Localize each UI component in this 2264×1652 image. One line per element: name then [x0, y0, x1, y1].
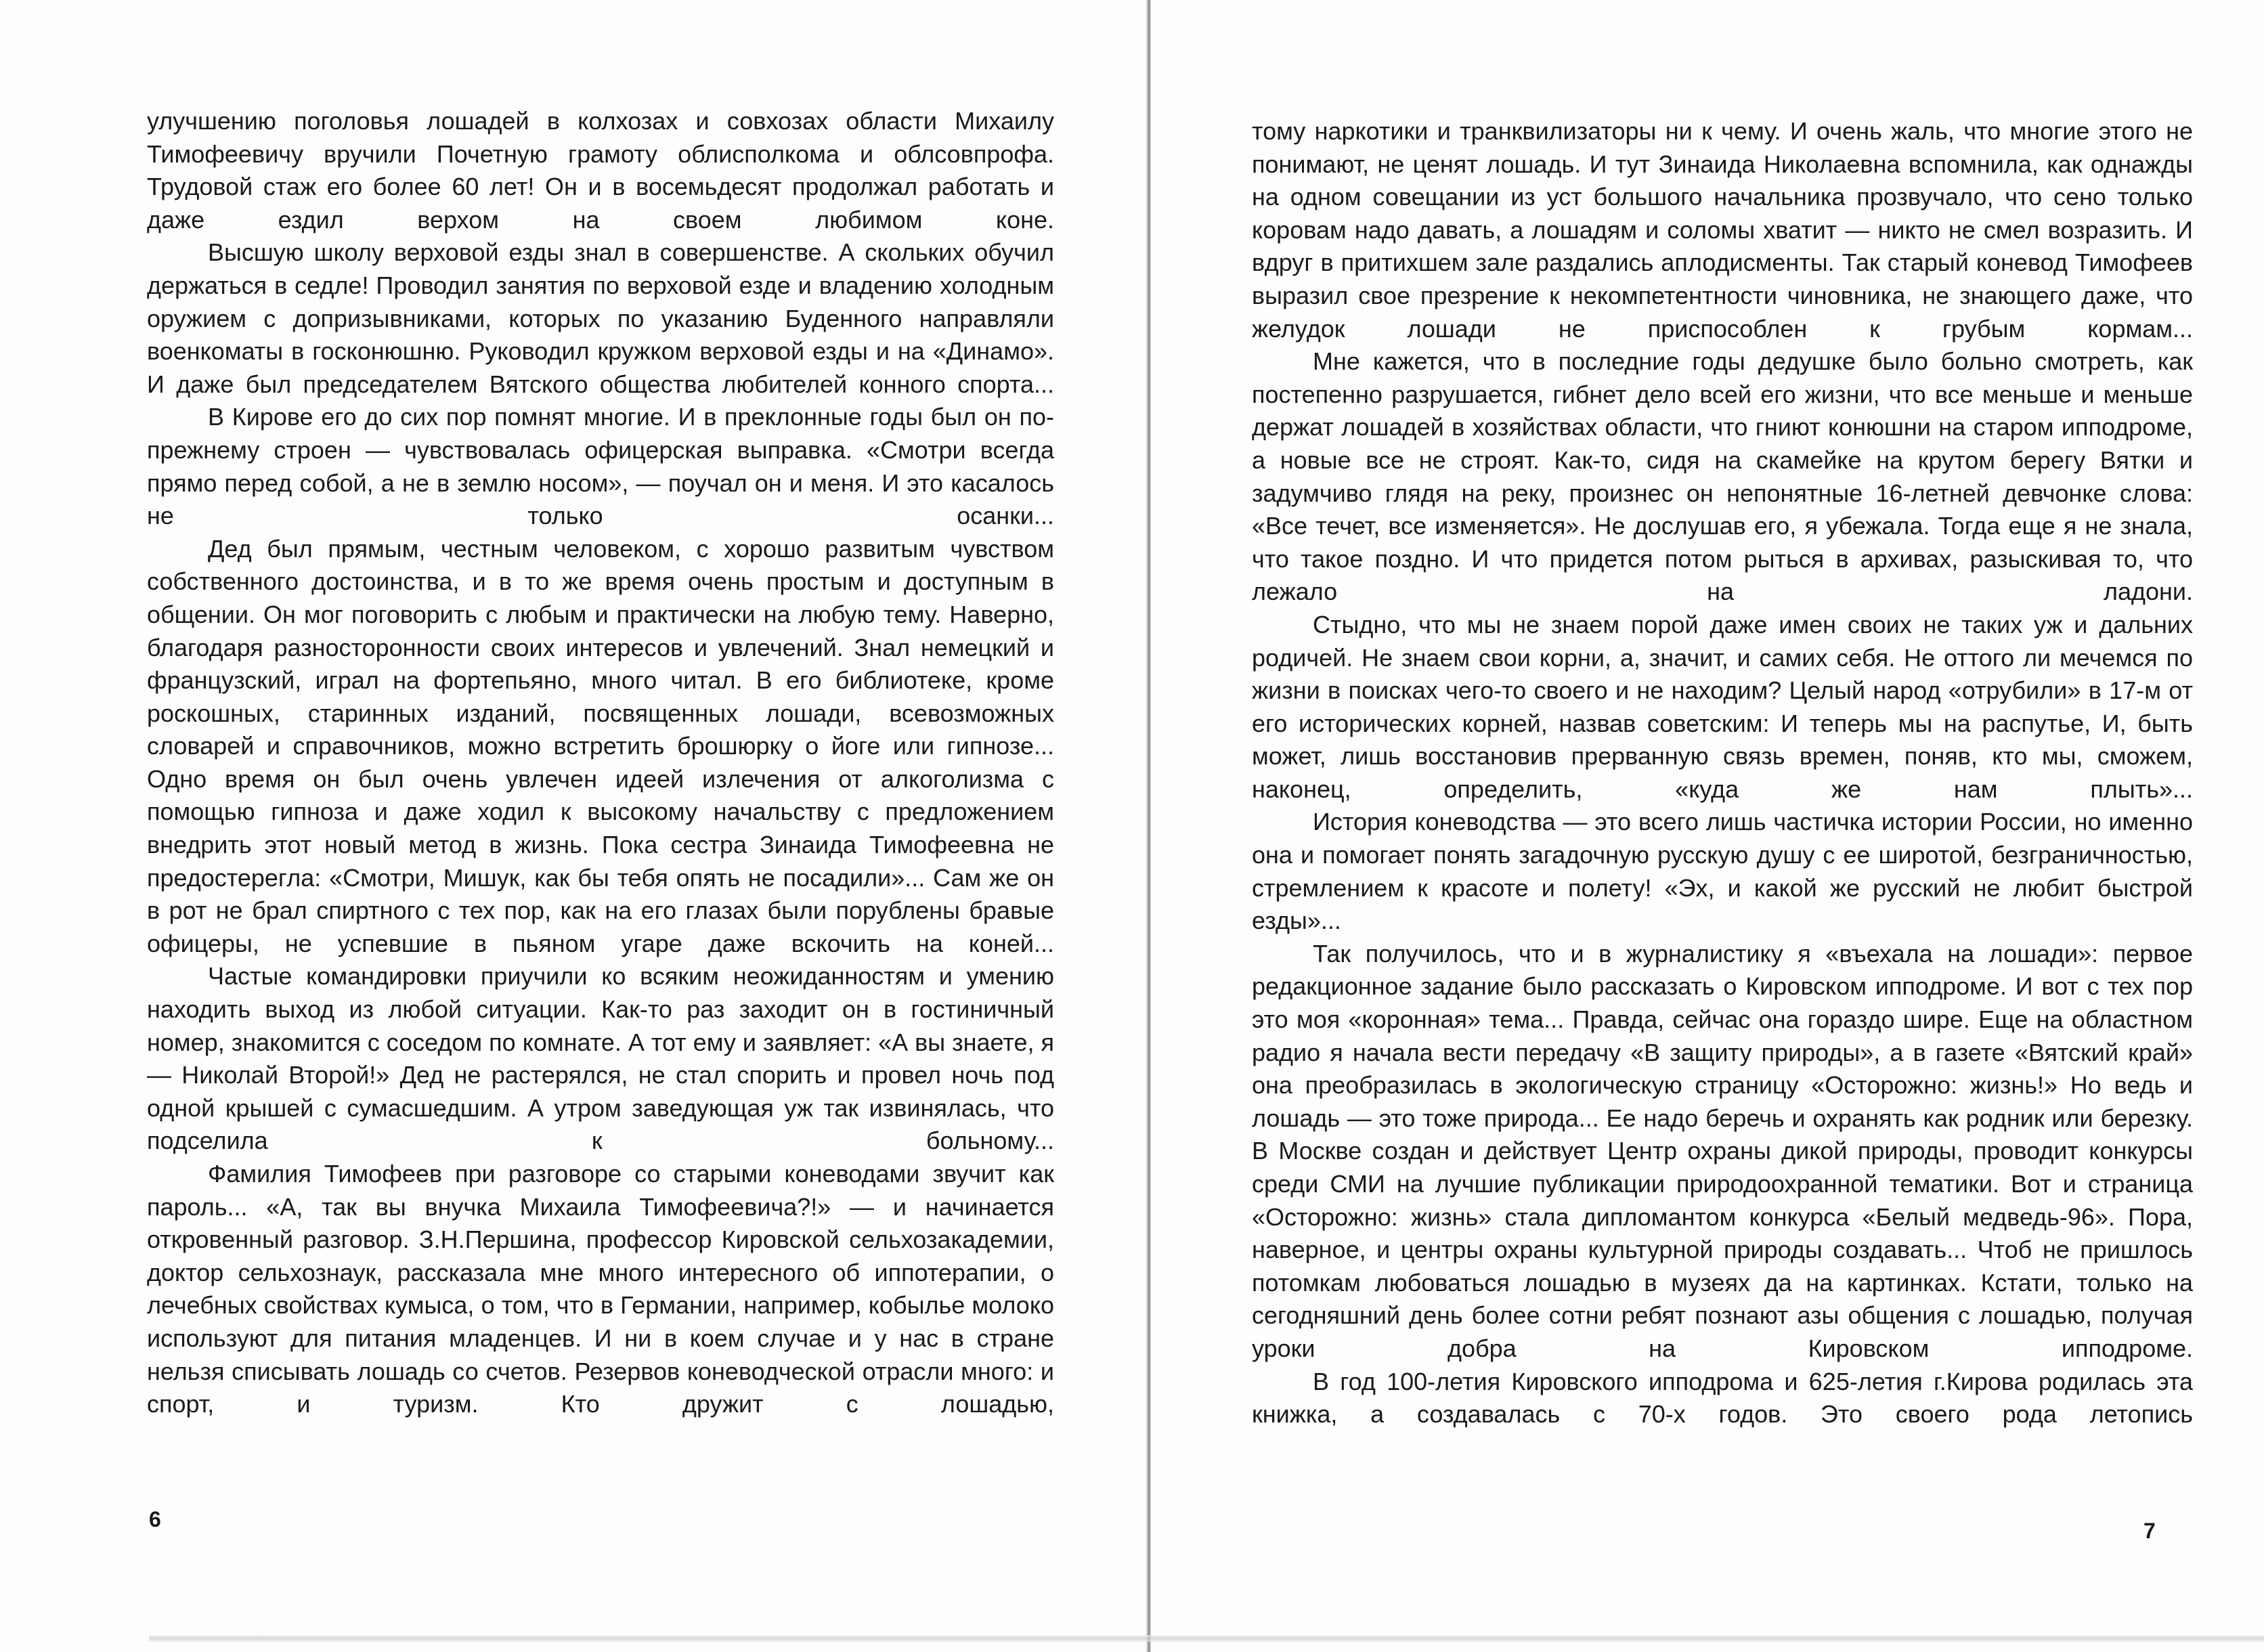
paragraph: История коневодства — это всего лишь частичка истории России, но именно она и помогает понять загадочную русскую душу с ее широтой, безграничностью, стремлением к красоте и полету! «Эх, и какой же русский не любит быстрой езды»... — [1252, 808, 2193, 935]
paragraph: Фамилия Тимофеев при разговоре со старыми коневодами звучит как пароль... «А, так вы внучка Михаила Тимофеевича?!» — и начинается откровенный разговор. З.Н.Першина, профессор Кировской сельхозакадемии, доктор сельхознаук, рассказала мне много интересного об иппотерапии, о лечебных свойствах кумыса, о том, что в Германии, например, кобылье молоко используют для питания младенцев. И ни в коем случае и у нас в стране нельзя списывать лошадь со счетов. Резервов коневодческой отрасли много: и спорт, и туризм. Кто дружит с лошадью, — [147, 1160, 1054, 1418]
right-page — [1151, 0, 2264, 1652]
page-number: 6 — [149, 1507, 161, 1531]
right-page-text — [1252, 115, 2193, 1431]
left-page-text — [147, 105, 1054, 1421]
paragraph: тому наркотики и транквилизаторы ни к чему. И очень жаль, что многие этого не понимают, не ценят лошадь. И тут Зинаида Николаевна вспомнила, как однажды на одном совещании из уст большого начальника прозвучало, что сено только коровам надо давать, а лошадям и соломы хватит — никто не смел возразить. И вдруг в притихшем зале раздались аплодисменты. Так старый коневод Тимофеев выразил свое презрение к некомпетентности чиновника, не знающего даже, что желудок лошади не приспособлен к грубым кормам... — [1252, 117, 2193, 343]
paragraph: Так получилось, что и в журналистику я «въехала на лошади»: первое редакционное задание было рассказать о Кировском ипподроме. И вот с тех пор это моя «коронная» тема... Правда, сейчас она гораздо шире. Еще на областном радио я начала вести передачу «В защиту природы», а в газете «Вятский край» она преобразилась в экологическую страницу «Осторожно: жизнь!» Но ведь и лошадь — это тоже природа... Ее надо беречь и охранять как родник или березку. В Москве создан и действует Центр охраны дикой природы, проводит конкурсы среди СМИ на лучшие публикации природоохранной тематики. Вот и страница «Осторожно: жизнь» стала дипломантом конкурса «Белый медведь-96». Пора, наверное, и центры охраны культурной природы создавать... Чтоб не пришлось потомкам любоваться лошадью в музеях да на картинках. Кстати, только на сегодняшний день более сотни ребят познают азы общения с лошадью, получая уроки добра на Кировском ипподроме. — [1252, 939, 2193, 1362]
page-edge-shadow — [149, 1635, 2264, 1642]
paragraph: Высшую школу верховой езды знал в совершенстве. А скольких обучил держаться в седле! Проводил занятия по верховой езде и владению холодным оружием с допризывниками, которых по указанию Буденного направляли военкоматы в госконюшню. Руководил кружком верховой езды и на «Динамо». И даже был председателем Вятского общества любителей конного спорта... — [147, 238, 1054, 398]
paragraph: Частые командировки приучили ко всяким неожиданностям и умению находить выход из любой ситуации. Как-то раз заходит он в гостиничный номер, знакомится с соседом по комнате. А тот ему и заявляет: «А вы знаете, я — Николай Второй!» Дед не растерялся, не стал спорить и провел ночь под одной крышей с сумасшедшим. А утром заведующая уж так извинялась, что подселила к больному... — [147, 962, 1054, 1155]
book-fold — [1146, 0, 1151, 1652]
paragraph: улучшению поголовья лошадей в колхозах и совхозах области Михаилу Тимофеевичу вручили Почетную грамоту облисполкома и облсовпрофа. Трудовой стаж его более 60 лет! Он и в восемьдесят продолжал работать и даже ездил верхом на своем любимом коне. — [147, 107, 1054, 234]
paragraph: Дед был прямым, честным человеком, с хорошо развитым чувством собственного достоинства, и в то же время очень простым и доступным в общении. Он мог поговорить с любым и практически на любую тему. Наверно, благодаря разносторонности своих интересов и увлечений. Знал немецкий и французский, играл на фортепьяно, много читал. В его библиотеке, кроме роскошных, старинных изданий, посвященных лошади, всевозможных словарей и справочников, можно встретить брошюрку о йоге или гипнозе... Одно время он был очень увлечен идеей излечения от алкоголизма с помощью гипноза и даже ходил к высокому начальству с предложением внедрить этот новый метод в жизнь. Пока сестра Зинаида Тимофеевна не предостерегла: «Смотри, Мишук, как бы тебя опять не посадили»... Сам же он в рот не брал спиртного с тех пор, как на его глазах были порублены бравые офицеры, не успевшие в пьяном угаре даже вскочить на коней... — [147, 534, 1054, 957]
paragraph: Мне кажется, что в последние годы дедушке было больно смотреть, как постепенно разрушается, гибнет дело всей его жизни, что все меньше и меньше держат лошадей в хозяйствах области, что гниют конюшни на старом ипподроме, а новые все не строят. Как-то, сидя на скамейке на крутом берегу Вятки и задумчиво глядя на реку, произнес он непонятные 16-летней девчонке слова: «Все течет, все изменяется». Не дослушав его, я убежала. Тогда еще я не знала, что такое поздно. И что придется потом рыться в архивах, разыскивая то, что лежало на ладони. — [1252, 347, 2193, 606]
paragraph: В год 100-летия Кировского ипподрома и 625-летия г.Кирова родилась эта книжка, а создавалась с 70-х годов. Это своего рода летопись — [1252, 1367, 2193, 1429]
paragraph: В Кирове его до сих пор помнят многие. И в преклонные годы был он по-прежнему строен — чувствовалась офицерская выправка. «Смотри всегда прямо перед собой, а не в землю носом», — поучал он и меня. И это касалось не только осанки... — [147, 403, 1054, 530]
page-number: 7 — [2143, 1519, 2156, 1543]
paragraph: Стыдно, что мы не знаем порой даже имен своих не таких уж и дальних родичей. Не знаем свои корни, а, значит, и самих себя. Не оттого ли мечемся по жизни в поисках чего-то своего и не находим? Целый народ «отрубили» в 17-м от его исторических корней, назвав советским: И теперь мы на распутье, И, быть может, лишь восстановив прерванную связь времен, поняв, кто мы, сможем, наконец, определить, «куда же нам плыть»... — [1252, 610, 2193, 803]
